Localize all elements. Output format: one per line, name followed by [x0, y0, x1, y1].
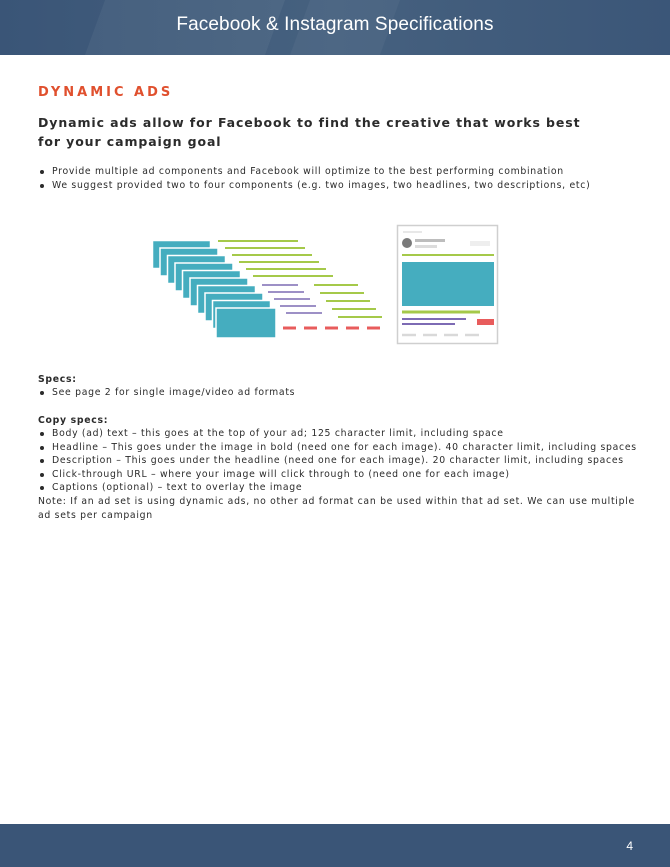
specs-label: Specs: — [38, 374, 77, 385]
image-card — [216, 308, 276, 338]
list-item: Headline – This goes under the image in bold (need one for each image). 40 character limit, including spaces — [38, 441, 637, 455]
specs-bullet-list — [38, 386, 295, 400]
note-text: Note: If an ad set is using dynamic ads, no other ad format can be used within that ad set. We can use multiple ad sets per campaign — [38, 496, 635, 521]
header-title: Facebook & Instagram Specifications — [176, 14, 494, 35]
ad-preview-mockup-icon — [398, 226, 498, 344]
dynamic-ad-components-illustration — [150, 222, 500, 347]
list-item: Description – This goes under the headline (need one for each image). 20 character limit, including spaces — [38, 454, 637, 468]
intro-bullet-list — [38, 165, 590, 192]
page-number: 4 — [626, 839, 633, 853]
list-item: We suggest provided two to four components (e.g. two images, two headlines, two descriptions, etc) — [38, 179, 590, 193]
list-item: See page 2 for single image/video ad formats — [38, 386, 295, 400]
list-item: Body (ad) text – this goes at the top of your ad; 125 character limit, including space — [38, 427, 637, 441]
section-title: DYNAMIC ADS — [38, 85, 174, 100]
list-item: Provide multiple ad components and Facebook will optimize to the best performing combination — [38, 165, 590, 179]
page-footer — [0, 824, 670, 867]
list-item: Captions (optional) – text to overlay the image — [38, 481, 637, 495]
page-header — [0, 0, 670, 55]
section-subtitle: Dynamic ads allow for Facebook to find the creative that works best for your campaign goal — [38, 115, 581, 149]
list-item: Click-through URL – where your image will click through to (need one for each image) — [38, 468, 637, 482]
copy-specs-bullet-list — [38, 427, 637, 495]
copy-specs-label: Copy specs: — [38, 415, 109, 426]
